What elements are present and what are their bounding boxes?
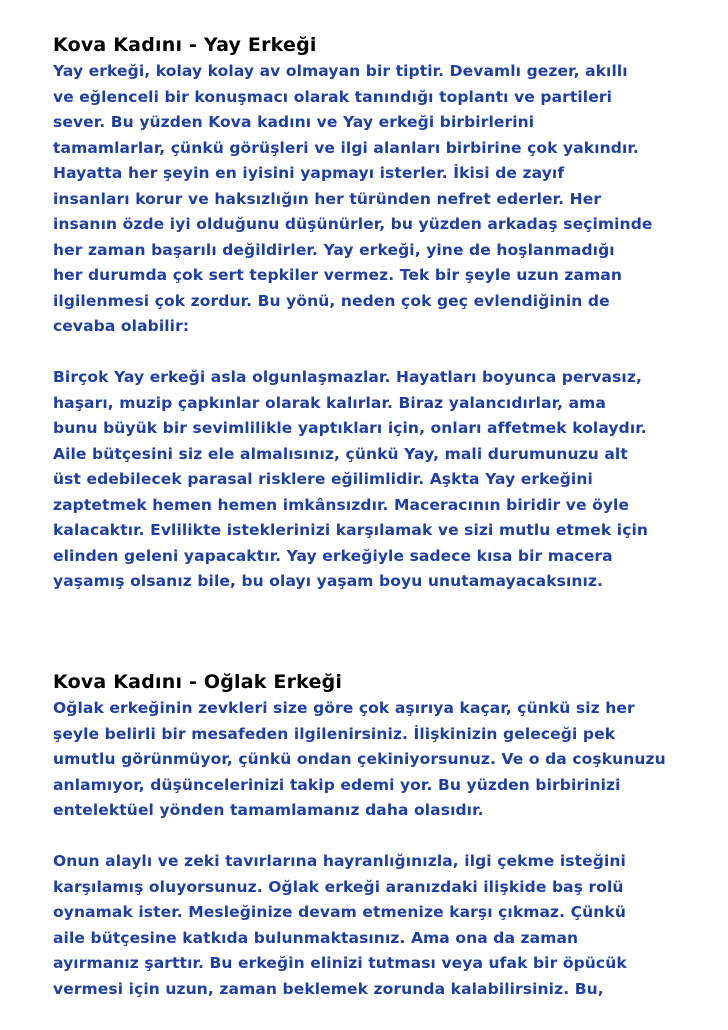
text-line: karşılamış oluyorsunuz. Oğlak erkeği aranızdaki ilişkide baş rolü xyxy=(53,877,624,896)
text-line: Birçok Yay erkeği asla olgunlaşmazlar. Hayatları boyunca pervasız, xyxy=(53,368,642,386)
text-line: Oğlak erkeğinin zevkleri size göre çok aşırıya kaçar, çünkü siz her xyxy=(53,699,635,717)
text-line: oynamak ister. Mesleğinize devam etmenize karşı çıkmaz. Çünkü xyxy=(53,903,626,921)
text-line: Hayatta her şeyin en iyisini yapmayı isterler. İkisi de zayıf xyxy=(53,164,565,182)
paragraph-spacer xyxy=(53,340,653,366)
text-line: insanları korur ve haksızlığın her türünden nefret ederler. Her xyxy=(53,189,602,208)
section-title: Kova Kadını - Yay Erkeği xyxy=(53,34,317,56)
text-line: Yay erkeği, kolay kolay av olmayan bir tiptir. Devamlı gezer, akıllı xyxy=(53,62,628,80)
paragraph xyxy=(53,696,666,824)
text-line: tamamlarlar, çünkü görüşleri ve ilgi alanları birbirine çok yakındır. xyxy=(53,138,639,157)
text-line: zaptetmek hemen hemen imkânsızdır. Maceracının biridir ve öyle xyxy=(53,495,630,514)
text-line: elinden geleni yapacaktır. Yay erkeğiyle sadece kısa bir macera xyxy=(53,546,613,565)
text-line: ayırmanız şarttır. Bu erkeğin elinizi tutması veya ufak bir öpücük xyxy=(53,954,627,972)
paragraph-spacer xyxy=(53,824,666,850)
text-line: şeyle belirli bir mesafeden ilgilenirsiniz. İlişkinizin geleceği pek xyxy=(53,724,616,743)
text-line: aile bütçesine katkıda bulunmaktasınız. Ama ona da zaman xyxy=(53,928,579,947)
text-line: üst edebilecek parasal risklere eğilimlidir. Aşkta Yay erkeğini xyxy=(53,470,593,488)
text-line: cevaba olabilir: xyxy=(53,317,190,335)
text-line: vermesi için uzun, zaman beklemek zorunda kalabilirsiniz. Bu, xyxy=(53,979,604,998)
paragraph xyxy=(53,849,666,1002)
text-line: entelektüel yönden tamamlamanız daha olasıdır. xyxy=(53,801,484,819)
paragraph xyxy=(53,365,653,595)
text-line: kalacaktır. Evlilikte isteklerinizi karşılamak ve sizi mutlu etmek için xyxy=(53,521,649,539)
text-line: sever. Bu yüzden Kova kadını ve Yay erkeği birbirlerini xyxy=(53,113,535,131)
section-kova-oglak xyxy=(53,668,666,1002)
text-line: yaşamış olsanız bile, bu olayı yaşam boyu unutamayacaksınız. xyxy=(53,572,604,590)
text-line: ilgilenmesi çok zordur. Bu yönü, neden çok geç evlendiğinin de xyxy=(53,291,610,310)
paragraph xyxy=(53,59,653,340)
text-line: haşarı, muzip çapkınlar olarak kalırlar. Biraz yalancıdırlar, ama xyxy=(53,393,606,412)
section-title: Kova Kadını - Oğlak Erkeği xyxy=(53,671,343,693)
text-line: umutlu görünmüyor, çünkü ondan çekiniyorsunuz. Ve o da coşkunuzu xyxy=(53,750,666,768)
text-line: ve eğlenceli bir konuşmacı olarak tanındığı toplantı ve partileri xyxy=(53,87,612,106)
text-line: anlamıyor, düşüncelerinizi takip edemi yor. Bu yüzden birbirinizi xyxy=(53,775,621,794)
section-kova-yay xyxy=(53,31,653,595)
text-line: her zaman başarılı değildirler. Yay erkeği, yine de hoşlanmadığı xyxy=(53,240,615,259)
text-line: bunu büyük bir sevimlilikle yaptıkları için, onları affetmek kolaydır. xyxy=(53,419,647,437)
text-line: her durumda çok sert tepkiler vermez. Tek bir şeyle uzun zaman xyxy=(53,266,623,284)
text-line: Aile bütçesini siz ele almalısınız, çünkü Yay, mali durumunuzu alt xyxy=(53,444,628,463)
text-line: insanın özde iyi olduğunu düşünürler, bu yüzden arkadaş seçiminde xyxy=(53,215,653,233)
text-line: Onun alaylı ve zeki tavırlarına hayranlığınızla, ilgi çekme isteğini xyxy=(53,852,626,870)
